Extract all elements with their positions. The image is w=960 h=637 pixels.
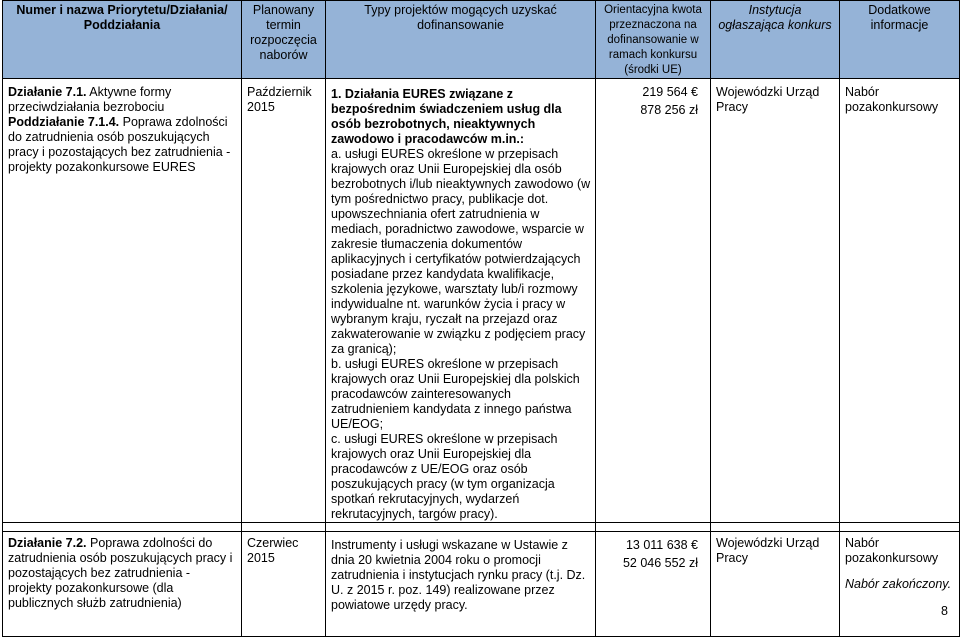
types-item-b: b. usługi EURES określone w przepisach krajowych oraz Unii Europejskiej dla polskich pracodawców zainteresowanych zatrudnieniem kandydata z innego państwa UE/EOG; (331, 357, 580, 431)
funding-table (2, 0, 960, 637)
priority-cell (3, 532, 242, 637)
term-cell: Październik 2015 (242, 79, 326, 523)
project-types-cell: Instrumenty i usługi wskazane w Ustawie z dnia 20 kwietnia 2004 roku o promocji zatrudnienia i instytucjach rynku pracy (t.j. Dz. U. z 2015 r. poz. 149) realizowane przez powiatowe urzędy pracy. (326, 532, 596, 637)
amount-pln: 52 046 552 zł (622, 556, 698, 570)
info-text: Nabór pozakonkursowy (845, 536, 939, 565)
action-label: Działanie 7.2. (8, 536, 87, 550)
subaction-label: Poddziałanie 7.1.4. (8, 115, 120, 129)
institution-cell: Wojewódzki Urząd Pracy (711, 79, 840, 523)
info-cell: Nabór pozakonkursowy (840, 79, 960, 523)
priority-cell (3, 79, 242, 523)
amount-eur: 13 011 638 € (625, 538, 698, 552)
term-cell: Czerwiec 2015 (242, 532, 326, 637)
header-term: Planowany termin rozpoczęcia naborów (242, 1, 326, 79)
project-types-cell (326, 79, 596, 523)
header-row (3, 1, 960, 79)
amount-pln: 878 256 zł (640, 103, 698, 117)
header-amount: Orientacyjna kwota przeznaczona na dofinansowanie w ramach konkursu (środki UE) (596, 1, 711, 79)
page-number: 8 (941, 604, 948, 618)
table-row (3, 79, 960, 523)
amount-cell (596, 532, 711, 637)
action-label: Działanie 7.1. (8, 85, 87, 99)
spacer-row (3, 523, 960, 532)
action-text: Aktywne formy przeciwdziałania bezrobociu (8, 85, 172, 114)
header-additional-info: Dodatkowe informacje (840, 1, 960, 79)
types-item-a: a. usługi EURES określone w przepisach krajowych oraz Unii Europejskiej dla osób bezrobotnych i/lub nieaktywnych zawodowo (w tym pośrednictwo pracy, publikacje dot. upowszechniania ofert zatrudnienia w mediach, poradnictwo zawodowe, wsparcie w zakresie tłumaczenia dokumentów aplikacyjnych i certyfikatów potwierdzających posiadane przez kandydata kwalifikacje, szkolenia językowe, warsztaty lub/i rozmowy indywidualne nt. warunków życia i pracy w wybranym kraju, ryczałt na przejazd oraz zakwaterowanie w związku z podjęciem pracy za granicą); (331, 147, 591, 356)
header-institution: Instytucja ogłaszająca konkurs (711, 1, 840, 79)
table-row (3, 532, 960, 637)
amount-eur: 219 564 € (642, 85, 698, 99)
info-note: Nabór zakończony. (845, 577, 952, 591)
types-title: 1. Działania EURES związane z bezpośrednim świadczeniem usług dla osób bezrobotnych, nieaktywnych zawodowo i pracodawców m.in.: (331, 87, 562, 146)
header-priority: Numer i nazwa Priorytetu/Działania/ Poddziałania (3, 1, 242, 79)
info-cell (840, 532, 960, 637)
header-project-types: Typy projektów mogących uzyskać dofinansowanie (326, 1, 596, 79)
types-item-c: c. usługi EURES określone w przepisach krajowych oraz Unii Europejskiej dla pracodawców z UE/EOG oraz osób poszukujących pracy (w tym organizacja spotkań rekrutacyjnych, wydarzeń rekrutacyjnych, targów pracy). (331, 432, 558, 521)
subaction-text: Poprawa zdolności do zatrudnienia osób poszukujących pracy i pozostających bez zatrudnienia - projekty pozakonkursowe EURES (8, 115, 231, 174)
action-text: Poprawa zdolności do zatrudnienia osób poszukujących pracy i pozostających bez zatrudnienia - projekty pozakonkursowe (dla publicznych służb zatrudnienia) (8, 536, 233, 610)
amount-cell (596, 79, 711, 523)
institution-cell: Wojewódzki Urząd Pracy (711, 532, 840, 637)
